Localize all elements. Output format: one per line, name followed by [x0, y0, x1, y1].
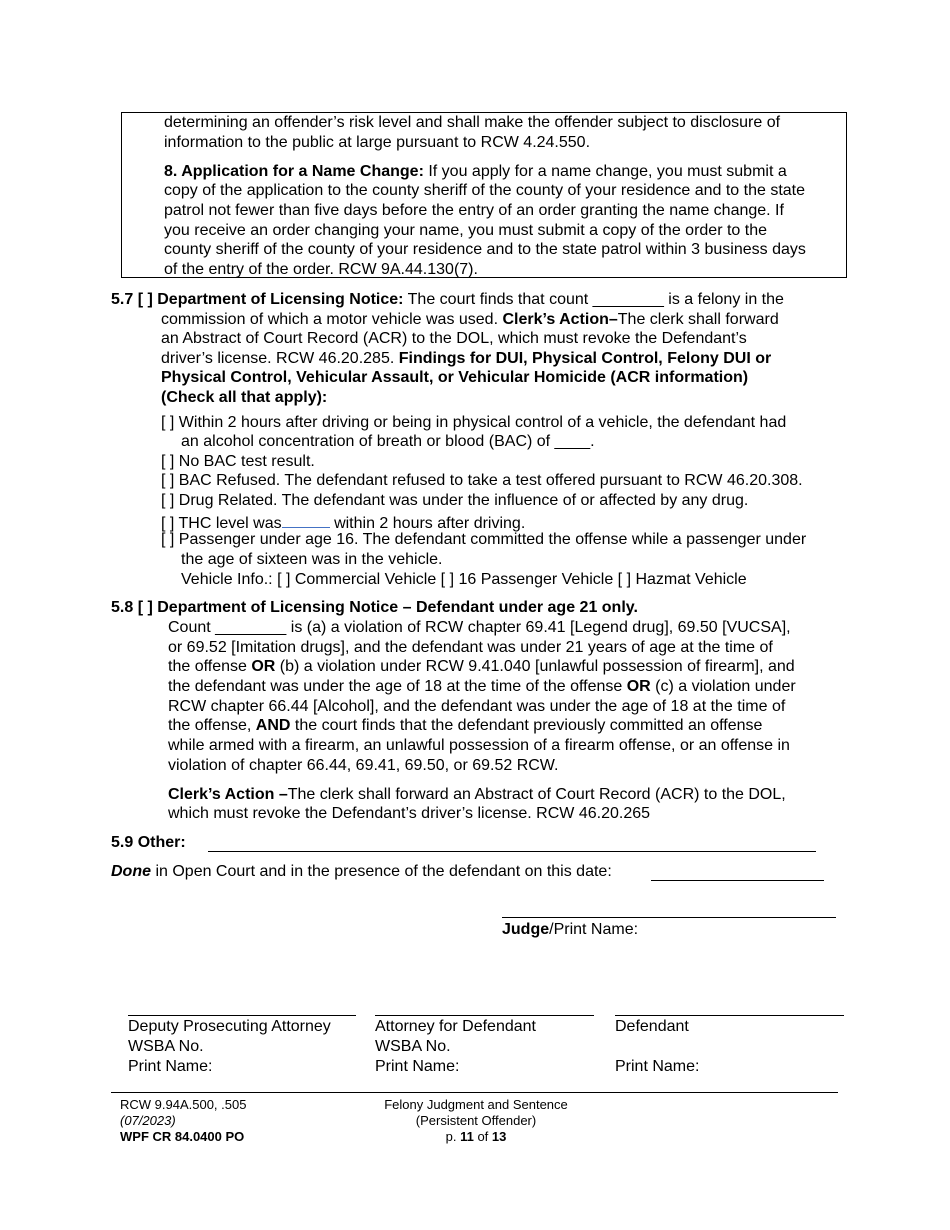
checkbox-bac-within-2-hours-cont: an alcohol concentration of breath or blood (BAC) of ____.: [181, 433, 595, 450]
checkbox-passenger-under-16-cont: the age of sixteen was in the vehicle.: [181, 551, 443, 568]
section-5-7-line-6: (Check all that apply):: [161, 389, 328, 406]
defense-attorney-title: Attorney for Defendant: [375, 1018, 536, 1035]
box-line-1: determining an offender’s risk level and shall make the offender subject to disclosure of: [164, 114, 781, 131]
item-8-line-6: of the entry of the order. RCW 9A.44.130(7).: [164, 261, 478, 278]
other-input-line[interactable]: [208, 851, 816, 852]
section-5-8-line-3: the offense OR (b) a violation under RCW 9.41.040 [unlawful possession of firearm], and: [168, 658, 795, 675]
date-input-line[interactable]: [651, 880, 824, 881]
section-5-8-line-4: the defendant was under the age of 18 at the time of the offense OR (c) a violation under: [168, 678, 796, 695]
section-5-8-line-7: while armed with a firearm, an unlawful possession of a firearm offense, or an offense in: [168, 737, 790, 754]
section-5-7-heading: 5.7 [ ] Department of Licensing Notice: The court finds that count ________ is a felony in the: [111, 291, 784, 308]
section-5-9-label: 5.9 Other:: [111, 834, 186, 851]
item-8-line-3: patrol not fewer than five days before the entry of an order granting the name change. If: [164, 202, 784, 219]
defendant-title: Defendant: [615, 1018, 689, 1035]
section-5-8-line-1: Count ________ is (a) a violation of RCW chapter 69.41 [Legend drug], 69.50 [VUCSA],: [168, 619, 791, 636]
footer-divider: [111, 1092, 838, 1093]
section-5-8-clerk-action: Clerk’s Action –The clerk shall forward an Abstract of Court Record (ACR) to the DOL,: [168, 786, 786, 803]
prosecutor-signature-line[interactable]: [128, 1015, 356, 1016]
footer-form-number: WPF CR 84.0400 PO: [120, 1129, 245, 1144]
checkbox-passenger-under-16[interactable]: [ ] Passenger under age 16. The defendant committed the offense while a passenger under: [161, 531, 807, 548]
section-5-7-line-4: driver’s license. RCW 46.20.285. Findings for DUI, Physical Control, Felony DUI or: [161, 350, 772, 367]
prosecutor-wsba: WSBA No.: [128, 1038, 204, 1055]
defense-attorney-wsba: WSBA No.: [375, 1038, 451, 1055]
item-8-line-2: copy of the application to the county sheriff of the county of your residence and to the state: [164, 182, 805, 199]
checkbox-thc-level[interactable]: [ ] THC level was within 2 hours after driving.: [161, 511, 525, 533]
prosecutor-title: Deputy Prosecuting Attorney: [128, 1018, 331, 1035]
section-5-8-line-2: or 69.52 [Imitation drugs], and the defendant was under 21 years of age at the time of: [168, 639, 773, 656]
section-5-8-clerk-action-cont: which must revoke the Defendant’s driver’s license. RCW 46.20.265: [168, 805, 651, 822]
defense-attorney-signature-line[interactable]: [375, 1015, 594, 1016]
footer-subtitle: (Persistent Offender): [415, 1113, 537, 1128]
judge-signature-line[interactable]: [502, 917, 836, 918]
box-line-2: information to the public at large pursuant to RCW 4.24.550.: [164, 134, 591, 151]
thc-level-blank[interactable]: [282, 511, 330, 528]
section-5-7-line-2: commission of which a motor vehicle was used. Clerk’s Action–The clerk shall forward: [161, 311, 779, 328]
footer-date: (07/2023): [120, 1113, 176, 1128]
checkbox-bac-refused[interactable]: [ ] BAC Refused. The defendant refused to take a test offered pursuant to RCW 46.20.308.: [161, 472, 803, 489]
footer-page-number: p. 11 of 13: [445, 1129, 507, 1144]
item-8-line-1: 8. Application for a Name Change: If you apply for a name change, you must submit a: [164, 163, 787, 180]
judge-label: Judge/Print Name:: [502, 921, 639, 938]
section-5-7-line-5: Physical Control, Vehicular Assault, or Vehicular Homicide (ACR information): [161, 369, 749, 386]
section-5-8-line-8: violation of chapter 66.44, 69.41, 69.50, or 69.52 RCW.: [168, 757, 559, 774]
item-8-line-4: you receive an order changing your name, you must submit a copy of the order to the: [164, 222, 767, 239]
footer-title: Felony Judgment and Sentence: [384, 1097, 568, 1112]
footer-rcw: RCW 9.94A.500, .505: [120, 1097, 247, 1112]
vehicle-info-checkboxes[interactable]: Vehicle Info.: [ ] Commercial Vehicle [ ] 16 Passenger Vehicle [ ] Hazmat Vehicle: [181, 571, 747, 588]
section-5-8-line-5: RCW chapter 66.44 [Alcohol], and the defendant was under the age of 18 at the time of: [168, 698, 786, 715]
prosecutor-print-name: Print Name:: [128, 1058, 213, 1075]
done-statement: Done in Open Court and in the presence of the defendant on this date:: [111, 863, 612, 880]
section-5-8-line-6: the offense, AND the court finds that the defendant previously committed an offense: [168, 717, 763, 734]
defendant-print-name: Print Name:: [615, 1058, 700, 1075]
defense-attorney-print-name: Print Name:: [375, 1058, 460, 1075]
checkbox-bac-within-2-hours[interactable]: [ ] Within 2 hours after driving or being in physical control of a vehicle, the defendant had: [161, 414, 787, 431]
item-8-heading: 8. Application for a Name Change:: [164, 163, 424, 180]
item-8-line-5: county sheriff of the county of your residence and to the state patrol within 3 business days: [164, 241, 806, 258]
checkbox-no-bac-result[interactable]: [ ] No BAC test result.: [161, 453, 315, 470]
checkbox-drug-related[interactable]: [ ] Drug Related. The defendant was under the influence of or affected by any drug.: [161, 492, 749, 509]
section-5-8-heading: 5.8 [ ] Department of Licensing Notice – Defendant under age 21 only.: [111, 599, 638, 616]
section-5-7-line-3: an Abstract of Court Record (ACR) to the DOL, which must revoke the Defendant’s: [161, 330, 747, 347]
defendant-signature-line[interactable]: [615, 1015, 844, 1016]
